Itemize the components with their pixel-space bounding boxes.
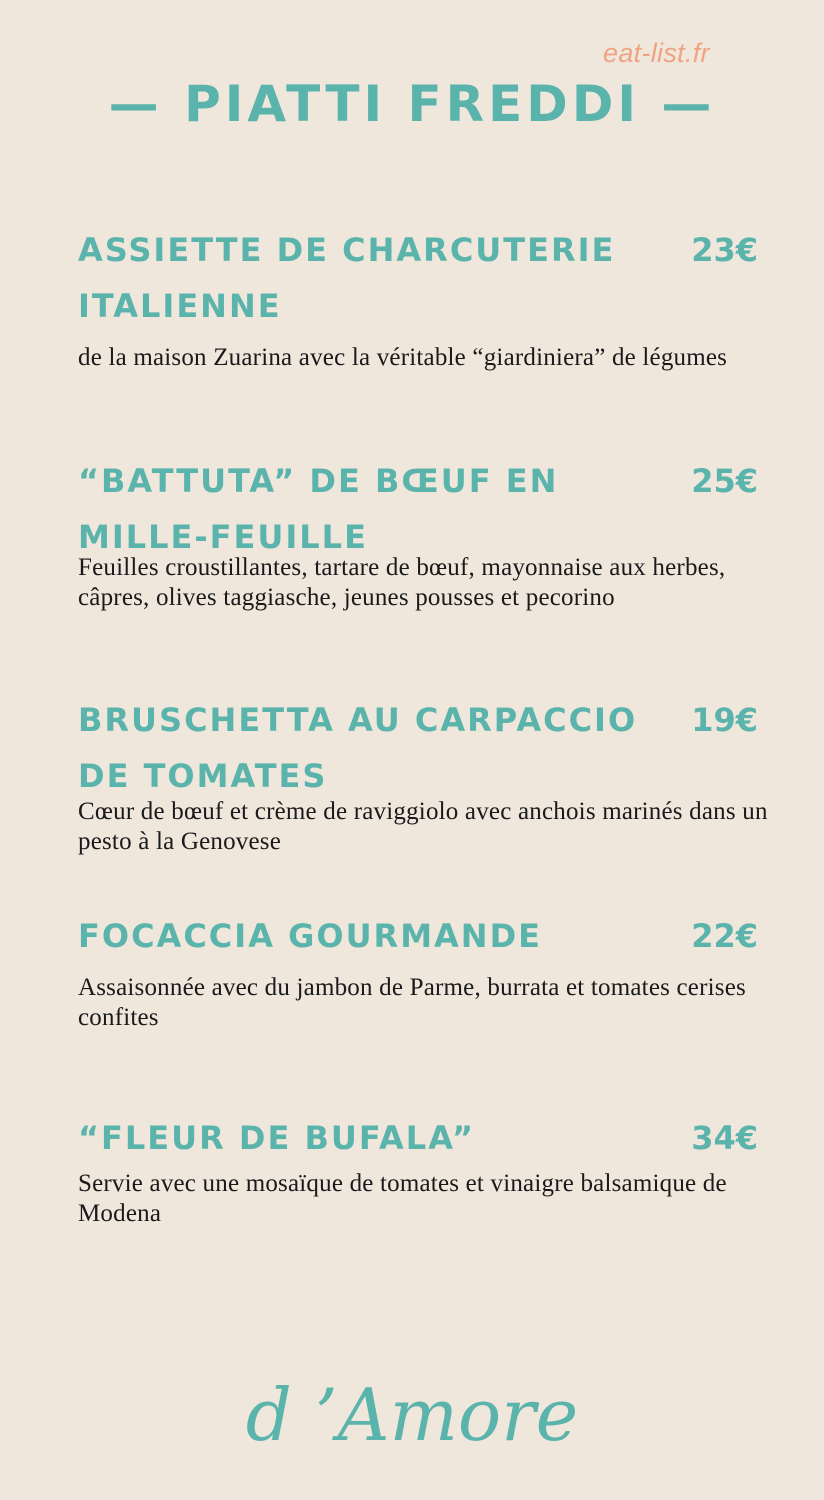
dish-name-bruschetta: BRUSCHETTA AU CARPACCIO DE TOMATES xyxy=(78,701,638,795)
dish-name-fleur-de-bufala: “FLEUR DE BUFALA” xyxy=(78,1119,476,1157)
dish-price-bruschetta: 19€ xyxy=(691,701,758,739)
dish-name-charcuterie: ASSIETTE DE CHARCUTERIE ITALIENNE xyxy=(78,231,616,325)
dish-description-focaccia: Assaisonnée avec du jambon de Parme, burrata et tomates cerises confites xyxy=(78,974,746,1031)
dish-price-battuta: 25€ xyxy=(691,462,758,500)
dish-price-focaccia: 22€ xyxy=(691,917,758,955)
watermark-text: eat-list.fr xyxy=(603,38,710,68)
dish-price-fleur-de-bufala: 34€ xyxy=(691,1119,758,1157)
dish-description-charcuterie: de la maison Zuarina avec la véritable “giardiniera” de légumes xyxy=(78,344,728,371)
page-title: — PIATTI FREDDI — xyxy=(108,75,716,133)
dish-price-charcuterie: 23€ xyxy=(691,231,758,269)
dish-name-battuta: “BATTUTA” DE BŒUF EN MILLE-FEUILLE xyxy=(78,462,559,556)
dish-name-focaccia: FOCACCIA GOURMANDE xyxy=(78,917,542,955)
dish-description-bruschetta: Cœur de bœuf et crème de raviggiolo avec anchois marinés dans un pesto à la Genovese xyxy=(78,798,768,855)
dish-description-battuta: Feuilles croustillantes, tartare de bœuf, mayonnaise aux herbes, câpres, olives taggiasche, jeunes pousses et pecorino xyxy=(78,554,726,611)
brand-logo: d ’Amore xyxy=(245,1373,579,1457)
dish-description-fleur-de-bufala: Servie avec une mosaïque de tomates et vinaigre balsamique de Modena xyxy=(78,1170,727,1227)
